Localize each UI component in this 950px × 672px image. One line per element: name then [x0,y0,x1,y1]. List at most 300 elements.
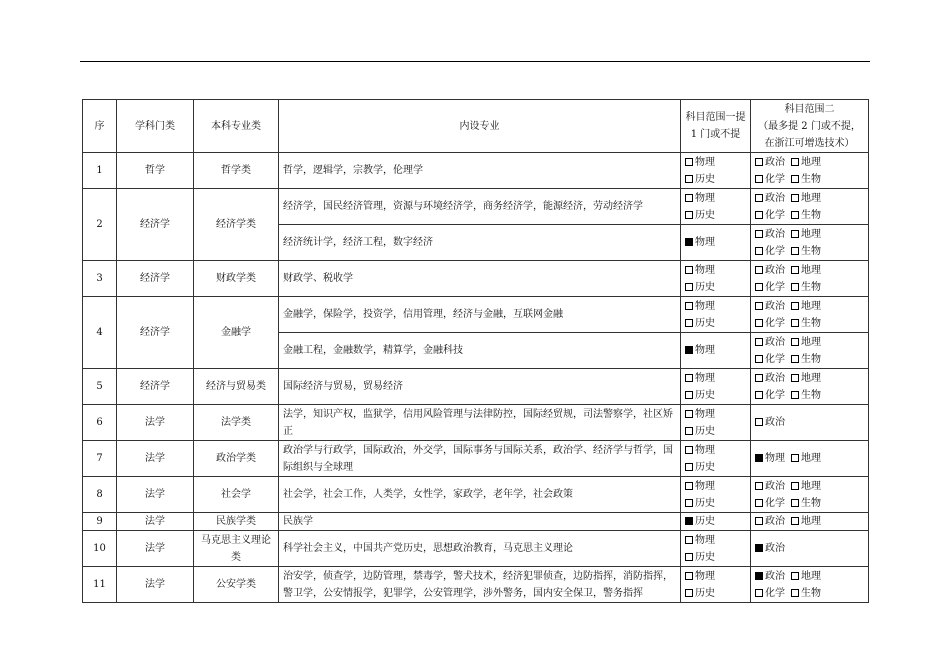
subject-option-label: 历史 [695,461,715,473]
subject-option-biology [791,354,821,365]
discipline-cell: 经济学 [117,297,194,369]
subject-option-history [685,498,715,509]
subject-option-chemistry [755,282,785,293]
subject-option-politics [755,543,785,554]
subject-option-label: 物理 [695,237,715,248]
unchecked-box-icon [791,482,799,490]
header-range2-title: 科目范围二 [784,103,835,115]
subject-option-label: 物理 [695,264,715,276]
unchecked-box-icon [755,391,763,399]
subject-option-label: 地理 [801,516,821,527]
subject-option-label: 生物 [801,173,821,185]
checked-box-icon [755,544,763,552]
majors-cell: 金融学，保险学，投资学，信用管理，经济与金融，互联网金融 [279,297,681,333]
majors-cell: 民族学 [279,513,681,531]
option-line [685,262,746,279]
subject-option-label: 物理 [695,345,715,356]
subject-option-chemistry [755,498,785,509]
row-number: 9 [83,513,117,531]
category-cell: 哲学类 [194,153,279,189]
header-category: 本科专业类 [194,100,279,153]
header-range1: 科目范围一提 1 门或不提 [681,100,751,153]
checked-box-icon [685,517,693,525]
row-number: 8 [83,477,117,513]
subject-option-label: 生物 [801,281,821,293]
subject-option-label: 政治 [765,192,785,204]
subject-option-label: 政治 [765,300,785,312]
unchecked-box-icon [791,194,799,202]
row-number: 7 [83,441,117,477]
subject-option-label: 政治 [765,372,785,384]
subject-option-politics [755,417,785,428]
range1-cell [681,531,751,567]
range1-cell [681,189,751,225]
subject-option-physics [685,345,715,356]
unchecked-box-icon [685,283,693,291]
subject-option-physics [685,409,715,420]
unchecked-box-icon [791,211,799,219]
option-line [685,423,746,440]
range2-cell [751,567,869,603]
table-row [83,513,869,531]
range1-cell [681,297,751,333]
subject-option-biology [791,246,821,257]
unchecked-box-icon [755,499,763,507]
unchecked-box-icon [755,418,763,426]
unchecked-box-icon [755,266,763,274]
checked-box-icon [685,238,693,246]
subject-option-geography [791,516,821,527]
option-line [685,513,746,530]
unchecked-box-icon [791,589,799,597]
subject-option-label: 化学 [765,173,785,185]
subject-option-physics [685,535,715,546]
discipline-cell: 法学 [117,405,194,441]
range2-cell [751,153,869,189]
row-number: 1 [83,153,117,189]
subject-option-label: 历史 [695,173,715,185]
option-line [755,226,864,243]
subject-option-history [685,318,715,329]
subject-option-label: 物理 [695,534,715,546]
subject-option-label: 物理 [695,156,715,168]
option-line [755,279,864,296]
subject-option-label: 化学 [765,317,785,329]
subject-option-label: 政治 [765,570,785,582]
unchecked-box-icon [791,283,799,291]
subject-option-label: 物理 [695,300,715,312]
range2-cell [751,405,869,441]
subject-option-chemistry [755,588,785,599]
subject-option-physics [685,193,715,204]
range2-cell [751,225,869,261]
unchecked-box-icon [791,338,799,346]
subject-option-label: 化学 [765,353,785,365]
unchecked-box-icon [755,355,763,363]
subject-requirements-table [82,99,869,603]
category-cell: 金融学 [194,297,279,369]
unchecked-box-icon [685,194,693,202]
unchecked-box-icon [791,230,799,238]
subject-option-label: 地理 [801,192,821,204]
subject-option-politics [755,337,785,348]
category-cell: 法学类 [194,405,279,441]
table-row [83,297,869,333]
subject-option-label: 化学 [765,281,785,293]
option-line [755,495,864,512]
unchecked-box-icon [791,355,799,363]
subject-option-physics [685,481,715,492]
option-line [755,387,864,404]
subject-option-label: 生物 [801,497,821,509]
unchecked-box-icon [755,374,763,382]
unchecked-box-icon [685,391,693,399]
subject-option-history [685,390,715,401]
subject-option-label: 历史 [695,425,715,437]
unchecked-box-icon [755,211,763,219]
subject-option-geography [791,229,821,240]
subject-option-politics [755,265,785,276]
option-line [685,495,746,512]
subject-option-label: 物理 [695,480,715,492]
unchecked-box-icon [685,266,693,274]
discipline-cell: 经济学 [117,261,194,297]
option-line [755,585,864,602]
option-line [755,243,864,260]
subject-option-politics [755,373,785,384]
subject-option-label: 政治 [765,228,785,240]
unchecked-box-icon [685,463,693,471]
option-line [755,190,864,207]
subject-option-geography [791,265,821,276]
majors-cell: 法学，知识产权，监狱学，信用风险管理与法律防控，国际经贸规，司法警察学，社区矫正 [279,405,681,441]
subject-option-label: 政治 [765,417,785,428]
unchecked-box-icon [791,374,799,382]
row-number: 6 [83,405,117,441]
row-number: 4 [83,297,117,369]
unchecked-box-icon [685,175,693,183]
unchecked-box-icon [791,158,799,166]
option-line [685,568,746,585]
subject-option-physics [685,157,715,168]
option-line [755,478,864,495]
checked-box-icon [755,454,763,462]
subject-option-label: 政治 [765,480,785,492]
option-line [685,342,746,359]
header-majors: 内设专业 [279,100,681,153]
unchecked-box-icon [791,572,799,580]
majors-cell: 科学社会主义，中国共产党历史，思想政治教育，马克思主义理论 [279,531,681,567]
option-line [755,315,864,332]
option-line [685,549,746,566]
unchecked-box-icon [685,302,693,310]
checked-box-icon [755,572,763,580]
unchecked-box-icon [791,319,799,327]
option-line [755,154,864,171]
subject-option-politics [755,301,785,312]
unchecked-box-icon [755,302,763,310]
unchecked-box-icon [685,589,693,597]
subject-option-label: 生物 [801,317,821,329]
option-line [755,414,864,431]
option-line [755,351,864,368]
subject-option-biology [791,390,821,401]
subject-option-geography [791,337,821,348]
option-line [685,532,746,549]
subject-option-label: 地理 [801,372,821,384]
option-line [685,387,746,404]
row-number: 3 [83,261,117,297]
unchecked-box-icon [791,247,799,255]
subject-option-politics [755,157,785,168]
subject-option-physics [685,373,715,384]
subject-option-chemistry [755,390,785,401]
row-number: 10 [83,531,117,567]
option-line [755,334,864,351]
option-line [755,540,864,557]
option-line [755,370,864,387]
subject-option-label: 地理 [801,264,821,276]
subject-option-politics [755,516,785,527]
subject-option-label: 历史 [695,389,715,401]
subject-option-biology [791,588,821,599]
category-cell: 社会学 [194,477,279,513]
unchecked-box-icon [755,589,763,597]
subject-option-chemistry [755,210,785,221]
unchecked-box-icon [791,266,799,274]
unchecked-box-icon [685,536,693,544]
subject-option-politics [755,571,785,582]
unchecked-box-icon [685,553,693,561]
subject-option-label: 化学 [765,389,785,401]
option-line [755,207,864,224]
subject-option-label: 化学 [765,245,785,257]
majors-cell: 哲学，逻辑学，宗教学，伦理学 [279,153,681,189]
range2-cell [751,369,869,405]
discipline-cell: 法学 [117,531,194,567]
subject-option-physics [685,265,715,276]
top-rule [80,61,870,62]
subject-option-label: 历史 [695,497,715,509]
category-cell: 民族学类 [194,513,279,531]
table-row [83,531,869,567]
row-number: 5 [83,369,117,405]
table-row [83,261,869,297]
option-line [755,513,864,530]
discipline-cell: 法学 [117,513,194,531]
unchecked-box-icon [685,446,693,454]
subject-option-label: 历史 [695,551,715,563]
subject-option-history [685,462,715,473]
subject-option-history [685,516,715,527]
unchecked-box-icon [755,283,763,291]
unchecked-box-icon [685,211,693,219]
option-line [755,298,864,315]
subject-option-label: 地理 [801,336,821,348]
unchecked-box-icon [685,427,693,435]
subject-option-geography [791,301,821,312]
header-no: 序 [83,100,117,153]
category-cell: 政治学类 [194,441,279,477]
subject-option-geography [791,571,821,582]
unchecked-box-icon [685,572,693,580]
table-row [83,405,869,441]
header-range2 [751,100,869,153]
subject-option-label: 物理 [695,570,715,582]
subject-option-label: 生物 [801,389,821,401]
subject-option-label: 地理 [801,300,821,312]
unchecked-box-icon [791,302,799,310]
subject-option-label: 生物 [801,209,821,221]
subject-option-biology [791,174,821,185]
range2-cell [751,513,869,531]
subject-option-physics [755,453,785,464]
option-line [685,459,746,476]
subject-option-label: 物理 [765,453,785,464]
option-line [685,406,746,423]
subject-option-label: 地理 [801,228,821,240]
unchecked-box-icon [755,175,763,183]
discipline-cell: 经济学 [117,369,194,405]
table-row [83,477,869,513]
range1-cell [681,567,751,603]
subject-option-label: 历史 [695,209,715,221]
subject-option-physics [685,445,715,456]
discipline-cell: 法学 [117,567,194,603]
unchecked-box-icon [755,319,763,327]
unchecked-box-icon [755,158,763,166]
option-line [685,171,746,188]
category-cell: 经济与贸易类 [194,369,279,405]
range2-cell [751,297,869,333]
unchecked-box-icon [755,230,763,238]
subject-option-chemistry [755,174,785,185]
category-cell: 财政学类 [194,261,279,297]
subject-option-label: 政治 [765,264,785,276]
discipline-cell: 法学 [117,441,194,477]
subject-option-geography [791,453,821,464]
option-line [685,234,746,251]
majors-cell: 国际经济与贸易，贸易经济 [279,369,681,405]
range1-cell [681,225,751,261]
majors-cell: 政治学与行政学，国际政治，外交学，国际事务与国际关系，政治学、经济学与哲学，国际组织与全球理 [279,441,681,477]
unchecked-box-icon [755,247,763,255]
unchecked-box-icon [685,158,693,166]
subject-option-label: 地理 [801,570,821,582]
subject-option-label: 化学 [765,587,785,599]
range2-cell [751,333,869,369]
discipline-cell: 法学 [117,477,194,513]
unchecked-box-icon [685,482,693,490]
unchecked-box-icon [791,175,799,183]
subject-option-chemistry [755,354,785,365]
subject-option-label: 地理 [801,453,821,464]
subject-option-politics [755,229,785,240]
table-row [83,189,869,225]
unchecked-box-icon [791,499,799,507]
row-number: 2 [83,189,117,261]
range1-cell [681,333,751,369]
subject-option-history [685,552,715,563]
subject-option-geography [791,481,821,492]
subject-option-label: 生物 [801,353,821,365]
unchecked-box-icon [685,499,693,507]
subject-option-physics [685,301,715,312]
table-row [83,153,869,189]
subject-option-biology [791,498,821,509]
majors-cell: 经济学，国民经济管理，资源与环境经济学，商务经济学，能源经济，劳动经济学 [279,189,681,225]
range2-cell [751,261,869,297]
subject-option-label: 历史 [695,587,715,599]
option-line [755,568,864,585]
option-line [755,450,864,467]
option-line [685,154,746,171]
header-row [83,100,869,153]
category-cell: 马克思主义理论类 [194,531,279,567]
subject-option-politics [755,481,785,492]
subject-option-history [685,588,715,599]
row-number: 11 [83,567,117,603]
subject-option-biology [791,210,821,221]
majors-cell: 经济统计学，经济工程，数字经济 [279,225,681,261]
category-cell: 公安学类 [194,567,279,603]
option-line [685,190,746,207]
unchecked-box-icon [791,454,799,462]
range1-cell [681,513,751,531]
subject-option-label: 政治 [765,156,785,168]
subject-option-history [685,210,715,221]
range1-cell [681,153,751,189]
subject-option-label: 政治 [765,516,785,527]
table-row [83,567,869,603]
range1-cell [681,261,751,297]
range2-cell [751,531,869,567]
subject-option-geography [791,157,821,168]
table-row [83,369,869,405]
option-line [685,370,746,387]
option-line [685,442,746,459]
table-row [83,441,869,477]
subject-option-history [685,174,715,185]
unchecked-box-icon [685,374,693,382]
unchecked-box-icon [791,517,799,525]
unchecked-box-icon [791,391,799,399]
option-line [755,262,864,279]
unchecked-box-icon [755,482,763,490]
subject-option-label: 地理 [801,156,821,168]
subject-option-physics [685,571,715,582]
option-line [685,585,746,602]
subject-option-label: 历史 [695,516,715,527]
subject-option-chemistry [755,246,785,257]
subject-option-history [685,426,715,437]
range2-cell [751,189,869,225]
range1-cell [681,441,751,477]
unchecked-box-icon [755,194,763,202]
option-line [755,171,864,188]
unchecked-box-icon [685,410,693,418]
option-line [685,279,746,296]
option-line [685,315,746,332]
category-cell: 经济学类 [194,189,279,261]
subject-option-label: 地理 [801,480,821,492]
subject-option-label: 生物 [801,587,821,599]
subject-option-label: 物理 [695,192,715,204]
range1-cell [681,369,751,405]
subject-option-label: 历史 [695,281,715,293]
subject-option-label: 生物 [801,245,821,257]
subject-option-label: 政治 [765,543,785,554]
